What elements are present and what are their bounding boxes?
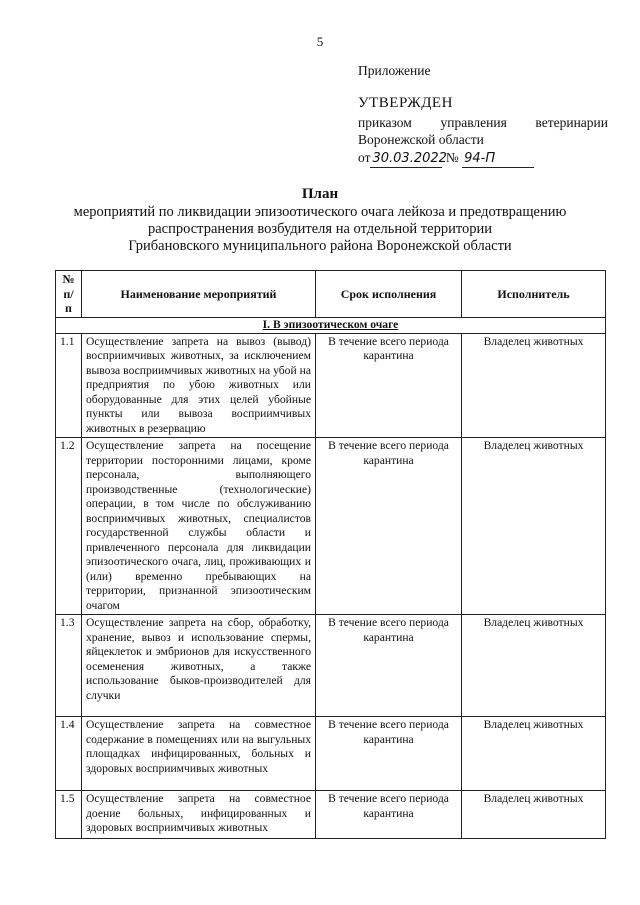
row-name: Осуществление запрета на сбор, обработку, хранение, вывоз и использование спермы, яйцеклеток и эмбрионов для искусственного осеменения животных, а также использование быков-производителей для случки bbox=[82, 615, 316, 717]
header-executor: Исполнитель bbox=[462, 271, 606, 318]
order-date-handwritten: 30.03.2022 bbox=[372, 151, 447, 166]
plan-subtitle bbox=[40, 204, 600, 255]
row-executor: Владелец животных bbox=[462, 333, 606, 438]
number-prefix: № bbox=[445, 150, 459, 165]
subtitle-line: Грибановского муниципального района Воронежской области bbox=[128, 238, 512, 254]
row-name: Осуществление запрета на совместное доение больных, инфицированных и здоровых восприимчивых животных bbox=[82, 791, 316, 839]
row-term: В течение всего периода карантина bbox=[316, 717, 462, 791]
header-num: № п/п bbox=[56, 271, 82, 318]
subtitle-line: распространения возбудителя на отдельной территории bbox=[148, 221, 492, 237]
region-line: Воронежской области bbox=[358, 132, 484, 147]
table-row bbox=[56, 333, 606, 438]
row-executor: Владелец животных bbox=[462, 615, 606, 717]
row-name: Осуществление запрета на совместное содержание в помещениях или на выгульных площадках инфицированных, больных и здоровых восприимчивых животных bbox=[82, 717, 316, 791]
section-row bbox=[56, 317, 606, 333]
order-line: приказом управления ветеринарии bbox=[358, 115, 608, 130]
approval-block bbox=[358, 62, 608, 168]
row-term: В течение всего периода карантина bbox=[316, 615, 462, 717]
subtitle-line: мероприятий по ликвидации эпизоотического очага лейкоза и предотвращению bbox=[73, 204, 567, 220]
plan-title: План bbox=[301, 186, 339, 202]
row-term: В течение всего периода карантина bbox=[316, 333, 462, 438]
row-num: 1.3 bbox=[56, 615, 82, 717]
row-executor: Владелец животных bbox=[462, 438, 606, 615]
plan-table bbox=[55, 270, 606, 839]
table-row bbox=[56, 717, 606, 791]
header-term: Срок исполнения bbox=[316, 271, 462, 318]
appendix-label: Приложение bbox=[358, 63, 431, 78]
table-row bbox=[56, 438, 606, 615]
header-name: Наименование мероприятий bbox=[82, 271, 316, 318]
table-row bbox=[56, 615, 606, 717]
table-row bbox=[56, 791, 606, 839]
row-name: Осуществление запрета на посещение территории посторонними лицами, кроме персонала, выполняющего производственные (технологические) операции, в том числе по обслуживанию восприимчивых животных, специалистов государственной службы области и привлеченного персонала для ликвидации эпизоотического очага, лиц, проживающих и (или) временно пребывающих на территории, признанной эпизоотическим очагом bbox=[82, 438, 316, 615]
row-name: Осуществление запрета на вывоз (вывод) восприимчивых животных, за исключением вывоза восприимчивых животных на убой на предприятия по убою животных или оборудованные для этих целей убойные пункты или вывоза восприимчивых животных в резервацию bbox=[82, 333, 316, 438]
order-date-line bbox=[358, 149, 608, 168]
row-num: 1.2 bbox=[56, 438, 82, 615]
page-number: 5 bbox=[316, 34, 324, 49]
row-num: 1.5 bbox=[56, 791, 82, 839]
table-header-row bbox=[56, 271, 606, 318]
row-term: В течение всего периода карантина bbox=[316, 791, 462, 839]
section-title: I. В эпизоотическом очаге bbox=[262, 317, 399, 331]
date-prefix: от bbox=[358, 150, 371, 165]
row-executor: Владелец животных bbox=[462, 791, 606, 839]
row-num: 1.4 bbox=[56, 717, 82, 791]
approved-label: УТВЕРЖДЕН bbox=[358, 95, 453, 111]
order-number-handwritten: 94-П bbox=[462, 150, 534, 168]
row-num: 1.1 bbox=[56, 333, 82, 438]
row-term: В течение всего периода карантина bbox=[316, 438, 462, 615]
row-executor: Владелец животных bbox=[462, 717, 606, 791]
